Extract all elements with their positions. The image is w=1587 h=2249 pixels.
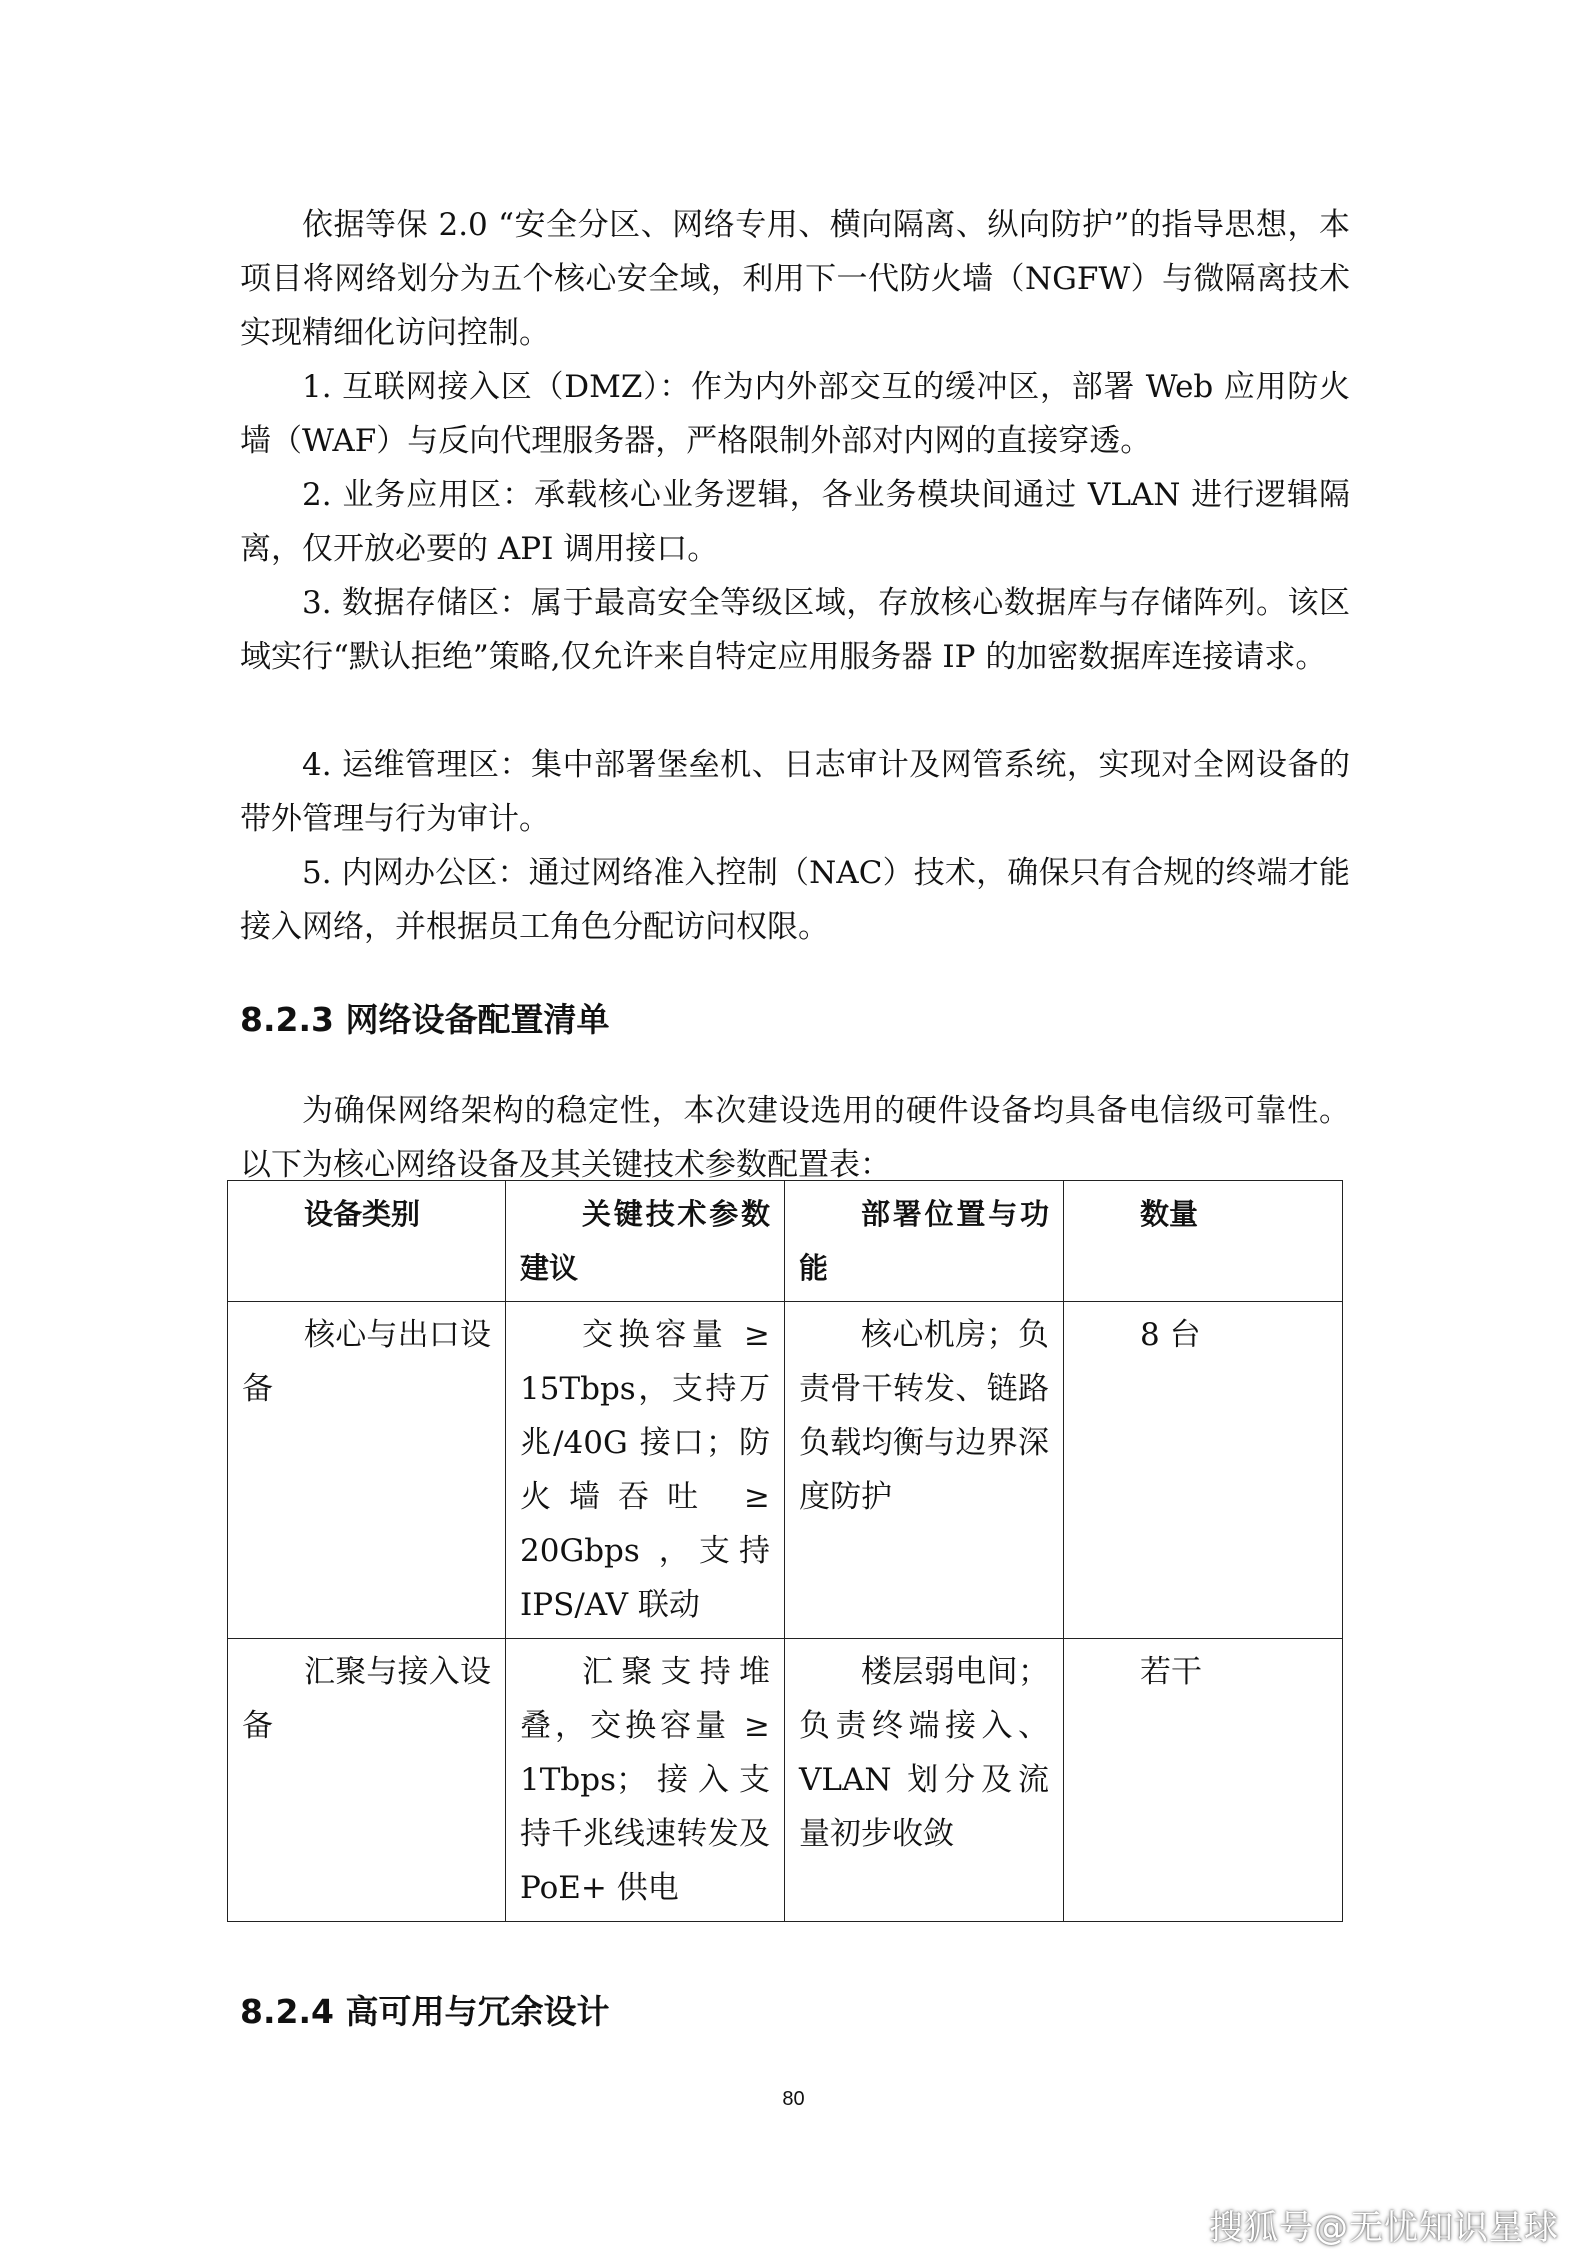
header-location: 部署位置与功能: [785, 1181, 1064, 1302]
table-intro-paragraph: 为确保网络架构的稳定性，本次建设选用的硬件设备均具备电信级可靠性。以下为核心网络设备及其关键技术参数配置表：: [240, 1093, 1350, 1183]
cell-location: 核心机房；负责骨干转发、链路负载均衡与边界深度防护: [785, 1302, 1064, 1639]
header-quantity: 数量: [1064, 1181, 1343, 1302]
watermark: 搜狐号@无忧知识星球: [1209, 2208, 1559, 2248]
equipment-table: [227, 1180, 1343, 1922]
cell-category: 核心与出口设备: [228, 1302, 506, 1639]
header-params: 关键技术参数建议: [506, 1181, 785, 1302]
cell-location: 楼层弱电间；负责终端接入、VLAN 划分及流量初步收敛: [785, 1639, 1064, 1922]
section-heading-824: 8.2.4 高可用与冗余设计: [240, 1992, 610, 2031]
cell-quantity: 8 台: [1064, 1302, 1343, 1639]
list-item-ops: 4. 运维管理区：集中部署堡垒机、日志审计及网管系统，实现对全网设备的带外管理与行为审计。: [240, 747, 1350, 837]
list-item-dmz: 1. 互联网接入区（DMZ）：作为内外部交互的缓冲区，部署 Web 应用防火墙（WAF）与反向代理服务器，严格限制外部对内网的直接穿透。: [240, 369, 1351, 459]
page-number: 80: [782, 2088, 805, 2110]
cell-category: 汇聚与接入设备: [228, 1639, 506, 1922]
cell-params: 汇聚支持堆叠，交换容量 ≥ 1Tbps；接入支持千兆线速转发及 PoE+ 供电: [506, 1639, 785, 1922]
intro-paragraph: 依据等保 2.0 “安全分区、网络专用、横向隔离、纵向防护”的指导思想，本项目将网络划分为五个核心安全域，利用下一代防火墙（NGFW）与微隔离技术实现精细化访问控制。: [240, 207, 1350, 351]
cell-quantity: 若干: [1064, 1639, 1343, 1922]
section-heading-823: 8.2.3 网络设备配置清单: [240, 1000, 610, 1039]
header-category: 设备类别: [228, 1181, 506, 1302]
table-header-row: [228, 1181, 1343, 1302]
table-row: [228, 1639, 1343, 1922]
list-item-business: 2. 业务应用区：承载核心业务逻辑，各业务模块间通过 VLAN 进行逻辑隔离，仅开放必要的 API 调用接口。: [240, 477, 1350, 567]
list-item-office: 5. 内网办公区：通过网络准入控制（NAC）技术，确保只有合规的终端才能接入网络，并根据员工角色分配访问权限。: [240, 855, 1350, 945]
table-row: [228, 1302, 1343, 1639]
cell-params: 交换容量 ≥ 15Tbps，支持万兆/40G 接口；防火墙吞吐 ≥ 20Gbps ，支持 IPS/AV 联动: [506, 1302, 785, 1639]
list-item-storage: 3. 数据存储区：属于最高安全等级区域，存放核心数据库与存储阵列。该区域实行“默认拒绝”策略,仅允许来自特定应用服务器 IP 的加密数据库连接请求。: [240, 585, 1350, 675]
